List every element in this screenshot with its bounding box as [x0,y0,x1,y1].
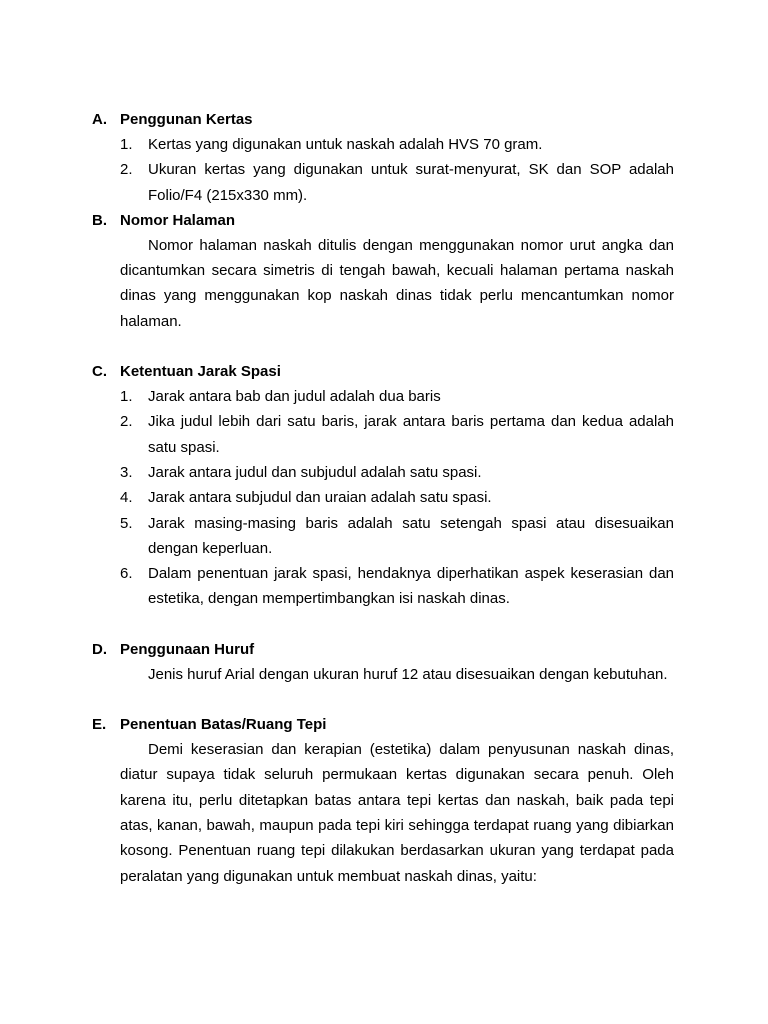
section-paragraph: Nomor halaman naskah ditulis dengan menggunakan nomor urut angka dan dicantumkan secara simetris di tengah bawah, kecuali halaman pertama naskah dinas yang menggunakan kop naskah dinas tidak perlu mencantumkan nomor halaman. [120,236,674,330]
section-title: Ketentuan Jarak Spasi [120,363,281,381]
list-item-number: 3. [120,463,133,481]
list-item [0,157,674,208]
section-title: Penggunan Kertas [120,111,253,128]
list-item-number: 4. [120,489,133,507]
section-letter: C. [92,363,107,381]
list-item-number: 6. [120,565,133,583]
list-item [0,132,674,157]
section-title: Nomor Halaman [120,211,236,229]
list-item-text: Jarak antara bab dan judul adalah dua baris [148,388,441,406]
numbered-list [0,384,768,612]
section-e [0,712,768,889]
section-letter: A. [92,111,107,128]
list-item-number: 1. [120,388,133,406]
section-paragraph: Demi keserasian dan kerapian (estetika) dalam penyusunan naskah dinas, diatur supaya tidak seluruh permukaan kertas digunakan secara penuh. Oleh karena itu, perlu ditetapkan batas antara tepi kertas dan naskah, baik pada tepi atas, kanan, bawah, maupun pada tepi kiri sehingga terdapat ruang yang dibiarkan kosong. Penentuan ruang tepi dilakukan berdasarkan ukuran yang terdapat pada peralatan yang digunakan untuk membuat naskah dinas, yaitu: [120,741,674,885]
section-title: Penentuan Batas/Ruang Tepi [120,716,327,734]
list-item-text: Ukuran kertas yang digunakan untuk surat-menyurat, SK dan SOP adalah Folio/F4 (215x330 mm). [148,161,674,204]
section-heading [0,208,768,233]
section-b [0,208,768,334]
section-heading [0,712,768,737]
list-item [0,384,674,409]
section-paragraph: Jenis huruf Arial dengan ukuran huruf 12 atau disesuaikan dengan kebutuhan. [148,665,668,683]
section-letter: D. [92,640,107,658]
spacer [0,334,768,359]
section-heading [0,359,768,384]
section-a [0,107,768,208]
spacer [0,687,768,712]
list-item [0,561,674,612]
document-page [0,107,768,889]
list-item [0,409,674,460]
list-item [0,511,674,562]
list-item-number: 1. [120,136,133,153]
list-item [0,485,674,510]
section-c [0,359,768,612]
list-item-text: Jarak antara subjudul dan uraian adalah satu spasi. [148,489,492,507]
section-heading [0,107,768,132]
list-item-number: 2. [120,161,133,179]
list-item-text: Jarak antara judul dan subjudul adalah satu spasi. [148,463,482,481]
list-item [0,460,674,485]
list-item-text: Jika judul lebih dari satu baris, jarak antara baris pertama dan kedua adalah satu spasi. [148,413,674,456]
list-item-text: Kertas yang digunakan untuk naskah adalah HVS 70 gram. [148,136,543,153]
section-letter: B. [92,211,107,229]
section-heading [0,637,768,662]
list-item-text: Dalam penentuan jarak spasi, hendaknya diperhatikan aspek keserasian dan estetika, dengan mempertimbangkan isi naskah dinas. [148,565,674,608]
section-title: Penggunaan Huruf [120,640,255,658]
numbered-list [0,132,768,208]
list-item-text: Jarak masing-masing baris adalah satu setengah spasi atau disesuaikan dengan keperluan. [148,514,674,557]
list-item-number: 5. [120,514,133,532]
spacer [0,612,768,637]
section-letter: E. [92,716,107,734]
section-d [0,637,768,687]
list-item-number: 2. [120,413,133,431]
